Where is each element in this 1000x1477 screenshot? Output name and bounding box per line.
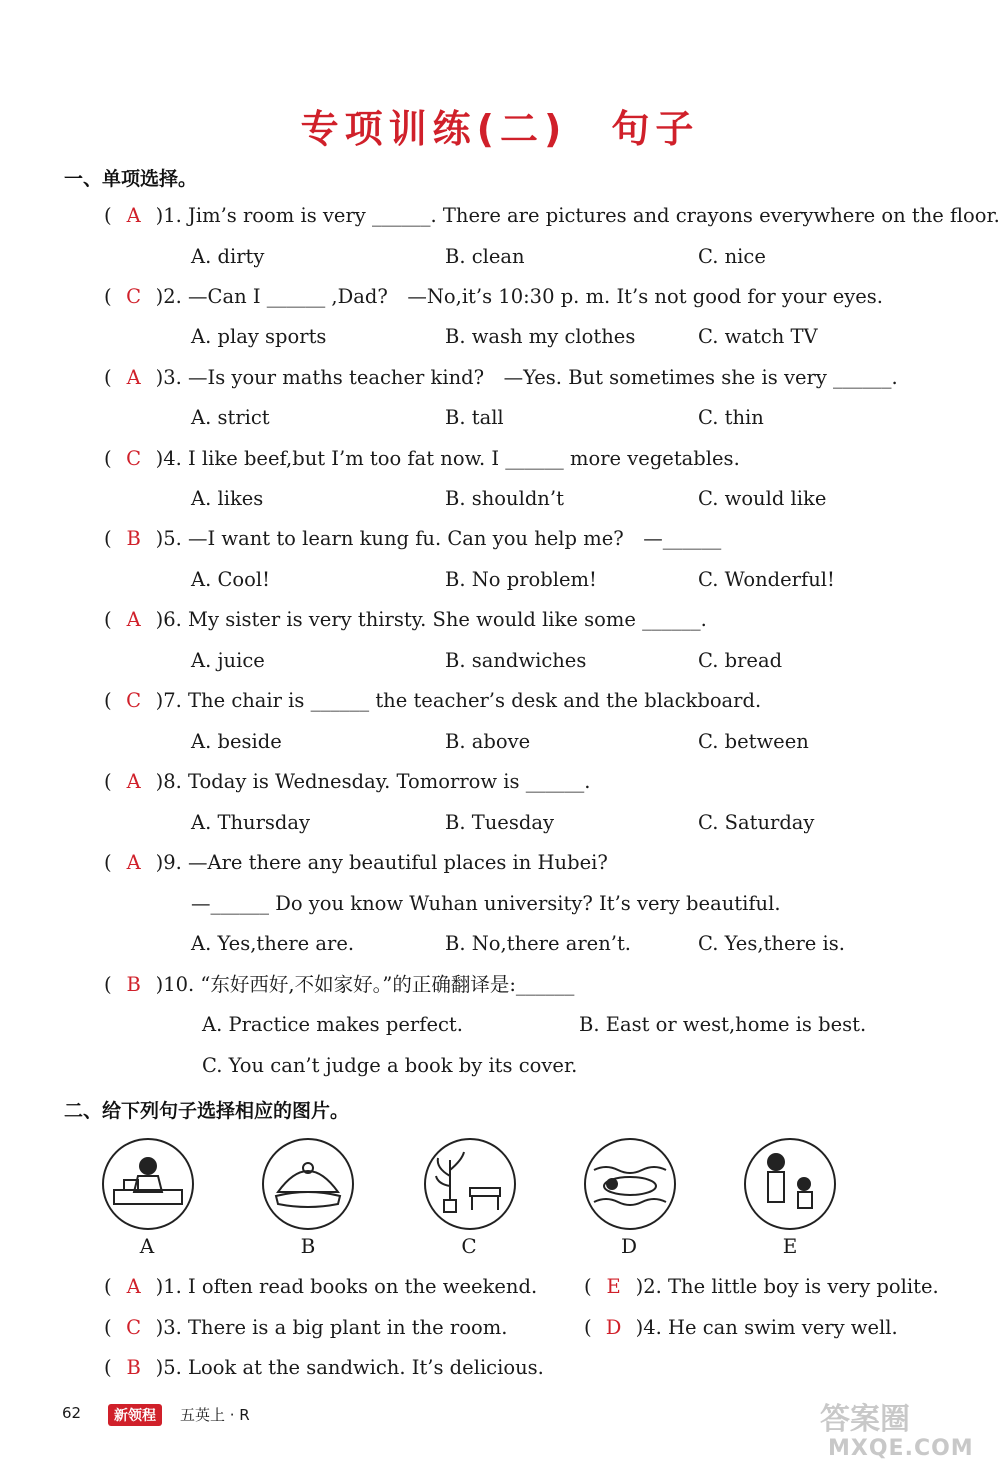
option-b: B. Tuesday: [445, 811, 554, 834]
watermark-site: MXQE.COM: [828, 1436, 974, 1461]
option-c: C. Saturday: [698, 811, 815, 834]
question-stem: )2. —Can I ______ ,Dad? —No,it’s 10:30 p. m. It’s not good for your eyes.: [155, 285, 883, 308]
option-c: C. thin: [698, 406, 764, 429]
option-b: B. tall: [445, 406, 504, 429]
match-text: )5. Look at the sandwich. It’s delicious.: [155, 1356, 544, 1379]
option-c: C. You can’t judge a book by its cover.: [202, 1054, 578, 1077]
option-a: A. dirty: [191, 245, 265, 268]
option-a: A. likes: [191, 487, 264, 510]
option-c: C. bread: [698, 649, 783, 672]
question-9: ( A )9. —Are there any beautiful places in Hubei?: [104, 851, 608, 874]
option-b: B. No,there aren’t.: [445, 932, 632, 955]
watermark-logo: 答案圈: [820, 1402, 910, 1437]
question-5: ( B )5. —I want to learn kung fu. Can you help me? —______: [104, 527, 722, 550]
option-c: C. Wonderful!: [698, 568, 835, 591]
question-stem: )4. I like beef,but I’m too fat now. I ______ more vegetables.: [155, 447, 740, 470]
match-text: )4. He can swim very well.: [635, 1316, 898, 1339]
answer-mark: C: [126, 447, 142, 470]
answer-mark: B: [126, 527, 141, 550]
option-a: A. play sports: [191, 325, 327, 348]
answer-mark: C: [126, 689, 142, 712]
answer-mark: A: [126, 608, 141, 631]
answer-mark: A: [126, 1275, 141, 1298]
match-item-4: ( D )4. He can swim very well.: [584, 1316, 898, 1339]
match-text: )3. There is a big plant in the room.: [155, 1316, 508, 1339]
question-7: ( C )7. The chair is ______ the teacher’s desk and the blackboard.: [104, 689, 762, 712]
answer-mark: C: [126, 285, 142, 308]
page-title: 专项训练(二) 句子: [300, 107, 700, 151]
match-item-1: ( A )1. I often read books on the weekend.: [104, 1275, 538, 1298]
question-10: ( B )10. “东好西好,不如家好。”的正确翻译是:______: [104, 973, 575, 996]
option-c: C. Yes,there is.: [698, 932, 845, 955]
option-a: A. Yes,there are.: [191, 932, 355, 955]
plant-room-icon: [424, 1138, 516, 1230]
option-c: C. nice: [698, 245, 766, 268]
reading-girl-icon: [102, 1138, 194, 1230]
option-a: A. beside: [191, 730, 282, 753]
match-item-5: ( B )5. Look at the sandwich. It’s delicious.: [104, 1356, 544, 1379]
question-stem: )1. Jim’s room is very ______. There are pictures and crayons everywhere on the floor.: [155, 204, 1000, 227]
section-heading-2: 二、给下列句子选择相应的图片。: [64, 1100, 350, 1122]
answer-mark: A: [126, 366, 141, 389]
question-9-line2: —______ Do you know Wuhan university? It’s very beautiful.: [191, 892, 781, 915]
grade-label: 五英上 · R: [180, 1406, 250, 1424]
question-stem: )7. The chair is ______ the teacher’s desk and the blackboard.: [155, 689, 762, 712]
brand-logo: 新领程: [108, 1404, 162, 1426]
question-2: ( C )2. —Can I ______ ,Dad? —No,it’s 10:30 p. m. It’s not good for your eyes.: [104, 285, 883, 308]
picture-label-d: D: [620, 1234, 638, 1258]
question-3: ( A )3. —Is your maths teacher kind? —Yes. But sometimes she is very ______.: [104, 366, 898, 389]
option-c: C. watch TV: [698, 325, 818, 348]
sandwich-icon: [262, 1138, 354, 1230]
answer-mark: A: [126, 770, 141, 793]
option-a: A. juice: [191, 649, 265, 672]
picture-label-b: B: [300, 1234, 316, 1258]
match-text: )2. The little boy is very polite.: [635, 1275, 939, 1298]
question-4: ( C )4. I like beef,but I’m too fat now. I ______ more vegetables.: [104, 447, 740, 470]
answer-mark: E: [606, 1275, 621, 1298]
section-heading-1: 一、单项选择。: [64, 168, 198, 190]
answer-mark: A: [126, 851, 141, 874]
answer-mark: B: [126, 1356, 141, 1379]
question-stem: )9. —Are there any beautiful places in Hubei?: [155, 851, 608, 874]
option-b: B. wash my clothes: [445, 325, 636, 348]
picture-label-a: A: [139, 1234, 155, 1258]
option-c: C. would like: [698, 487, 827, 510]
question-stem: )5. —I want to learn kung fu. Can you help me? —______: [155, 527, 722, 550]
question-8: ( A )8. Today is Wednesday. Tomorrow is ______.: [104, 770, 591, 793]
question-6: ( A )6. My sister is very thirsty. She would like some ______.: [104, 608, 707, 631]
answer-mark: D: [605, 1316, 622, 1339]
question-stem: )10. “东好西好,不如家好。”的正确翻译是:______: [155, 973, 575, 996]
question-stem: )3. —Is your maths teacher kind? —Yes. But sometimes she is very ______.: [155, 366, 898, 389]
option-a: A. strict: [191, 406, 270, 429]
option-b: B. No problem!: [445, 568, 597, 591]
page-number: 62: [62, 1404, 82, 1422]
polite-boy-icon: [744, 1138, 836, 1230]
option-b: B. above: [445, 730, 531, 753]
option-b: B. shouldn’t: [445, 487, 564, 510]
question-stem: )6. My sister is very thirsty. She would like some ______.: [155, 608, 707, 631]
option-b: B. East or west,home is best.: [579, 1013, 867, 1036]
match-item-3: ( C )3. There is a big plant in the room.: [104, 1316, 508, 1339]
swimming-boy-icon: [584, 1138, 676, 1230]
answer-mark: A: [126, 204, 141, 227]
answer-mark: C: [126, 1316, 142, 1339]
option-a: A. Practice makes perfect.: [202, 1013, 463, 1036]
option-a: A. Cool!: [191, 568, 270, 591]
question-stem: )8. Today is Wednesday. Tomorrow is ______.: [155, 770, 591, 793]
picture-label-e: E: [782, 1234, 798, 1258]
match-item-2: ( E )2. The little boy is very polite.: [584, 1275, 939, 1298]
picture-label-c: C: [461, 1234, 477, 1258]
match-text: )1. I often read books on the weekend.: [155, 1275, 538, 1298]
answer-mark: B: [126, 973, 141, 996]
option-b: B. clean: [445, 245, 525, 268]
option-a: A. Thursday: [191, 811, 311, 834]
question-1: ( A )1. Jim’s room is very ______. There are pictures and crayons everywhere on the floor.: [104, 204, 1000, 227]
option-b: B. sandwiches: [445, 649, 587, 672]
option-c: C. between: [698, 730, 809, 753]
